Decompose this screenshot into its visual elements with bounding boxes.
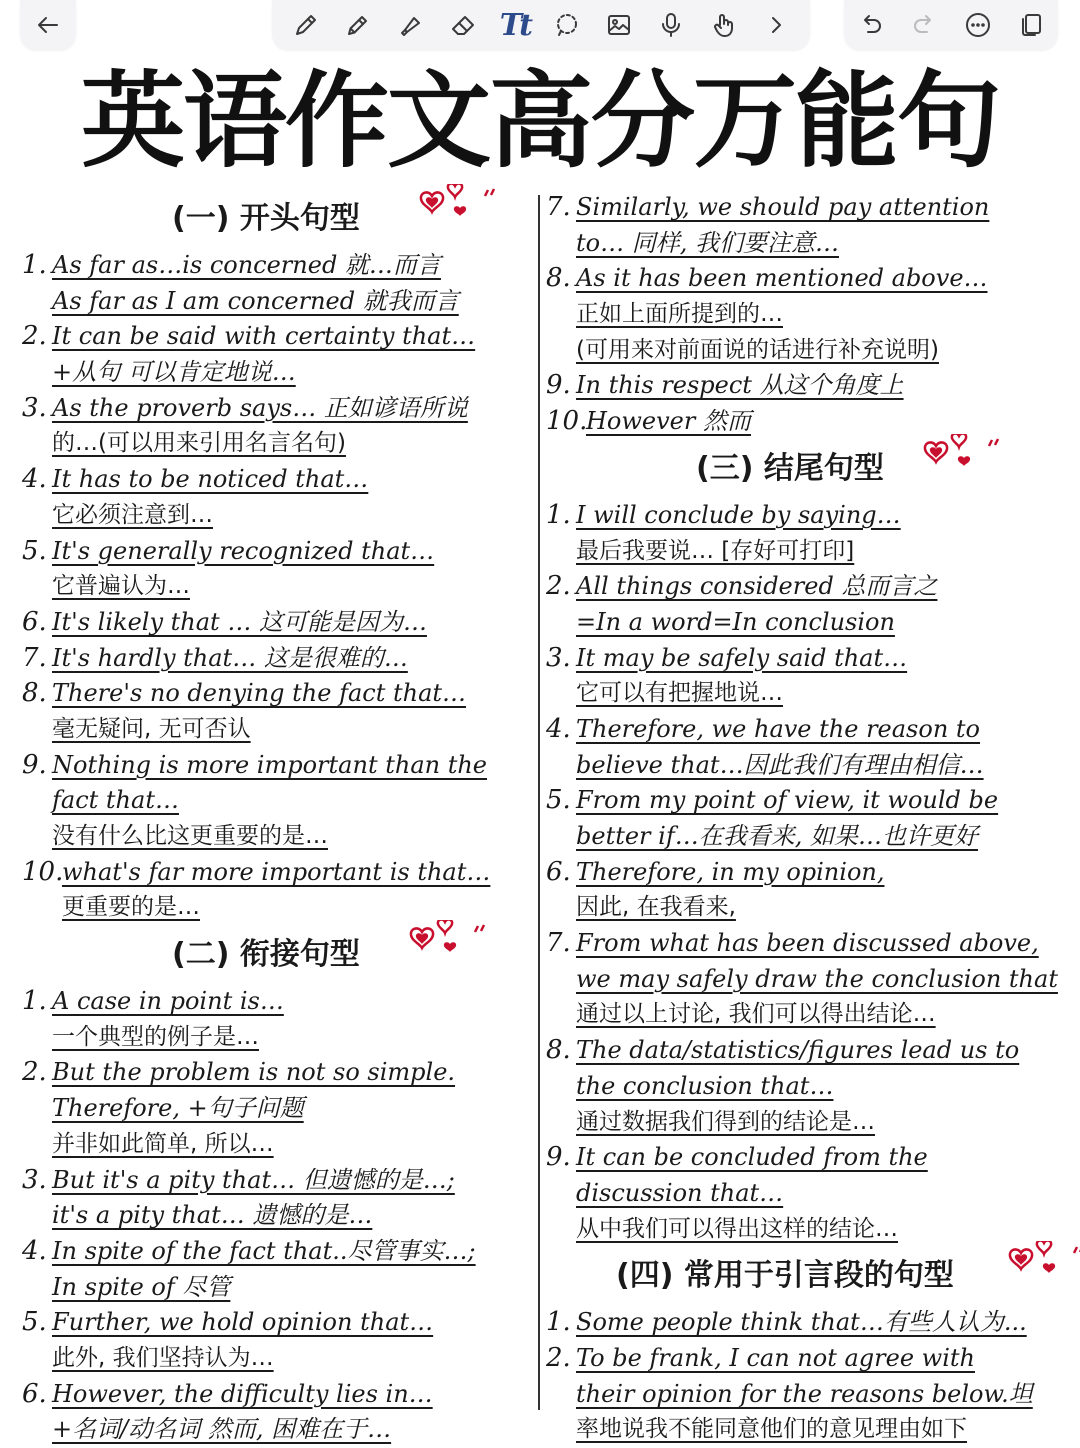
- item-line: But it's a pity that… 但遗憾的是…;: [52, 1165, 455, 1194]
- item-line: In this respect 从这个角度上: [576, 371, 904, 400]
- column-divider: [538, 195, 540, 1410]
- item-line: A case in point is…: [52, 987, 284, 1016]
- hearts-doodle-icon: [402, 920, 492, 970]
- item-number: 4.: [22, 1235, 47, 1266]
- item-number: 6.: [546, 856, 571, 887]
- item-number: 2.: [22, 1057, 47, 1088]
- pencil-icon[interactable]: [341, 8, 375, 42]
- right-column: [546, 190, 1066, 1448]
- item-number: 7.: [546, 928, 571, 959]
- list-item: [22, 1234, 527, 1305]
- item-lines: [576, 1305, 1066, 1341]
- item-lines: [52, 984, 527, 1055]
- hearts-doodle-icon: [916, 434, 1006, 484]
- item-lines: [52, 748, 527, 855]
- item-line: There's no denying the fact that…: [52, 679, 467, 708]
- item-line: From what has been discussed above,: [576, 929, 1039, 958]
- item-lines: [576, 498, 1066, 569]
- back-arrow-icon[interactable]: [31, 8, 65, 42]
- list-item: [22, 248, 527, 319]
- list-item: [22, 984, 527, 1055]
- section-heading-text: (四) 常用于引言段的句型: [616, 1258, 954, 1294]
- item-number: 9.: [22, 749, 47, 780]
- item-line: 通过数据我们得到的结论是…: [576, 1108, 875, 1135]
- page-title: 英语作文高分万能句: [80, 60, 999, 182]
- item-line: It can be concluded from the: [576, 1143, 928, 1172]
- item-line: 的…(可以用来引用名言名句): [52, 430, 346, 457]
- item-number: 4.: [22, 464, 47, 495]
- item-line: better if…在我看来, 如果…也许更好: [576, 822, 978, 850]
- item-line: it's a pity that… 遗憾的是…: [52, 1201, 373, 1230]
- item-number: 8.: [546, 1035, 571, 1066]
- section-heading: [22, 926, 527, 984]
- item-number: 2.: [546, 571, 571, 602]
- pen-icon[interactable]: [289, 8, 323, 42]
- list-item: [22, 462, 527, 533]
- item-lines: [52, 462, 527, 533]
- list-item: [546, 855, 1066, 926]
- list-item: [546, 1033, 1066, 1140]
- item-number: 1.: [22, 986, 47, 1017]
- item-lines: [52, 1377, 527, 1448]
- item-line: 并非如此简单, 所以…: [52, 1130, 274, 1157]
- item-lines: [576, 261, 1066, 368]
- item-number: 3.: [546, 642, 571, 673]
- item-lines: [576, 190, 1066, 261]
- more-icon[interactable]: [961, 8, 995, 42]
- item-number: 4.: [546, 713, 571, 744]
- item-line: fact that…: [52, 786, 179, 815]
- list-item: [22, 855, 527, 926]
- list-item: [546, 1305, 1066, 1341]
- list-item: [546, 712, 1066, 783]
- item-line: 此外, 我们坚持认为…: [52, 1344, 274, 1371]
- item-lines: [52, 1163, 527, 1234]
- item-number: 1.: [546, 1307, 571, 1338]
- item-line: To be frank, I can not agree with: [576, 1343, 975, 1372]
- item-number: 5.: [546, 785, 571, 816]
- item-number: 10.: [22, 856, 64, 887]
- item-line: Therefore, in my opinion,: [576, 857, 885, 886]
- item-number: 6.: [22, 606, 47, 637]
- list-item: [546, 569, 1066, 640]
- item-line: 一个典型的例子是…: [52, 1023, 259, 1050]
- list-item: [22, 748, 527, 855]
- item-line: discussion that…: [576, 1178, 784, 1207]
- section-heading: [546, 440, 1066, 498]
- item-line: The data/statistics/figures lead us to: [576, 1036, 1020, 1065]
- item-line: It's likely that … 这可能是因为…: [52, 607, 427, 636]
- section-heading-text: (二) 衔接句型: [172, 937, 360, 973]
- item-line: 从中我们可以得出这样的结论…: [576, 1215, 898, 1242]
- list-item: [546, 641, 1066, 712]
- item-lines: [52, 319, 527, 390]
- toolbar-tools-group: [272, 0, 810, 50]
- item-number: 8.: [22, 678, 47, 709]
- item-line: =In a word=In conclusion: [576, 607, 895, 636]
- item-line: +名词/动名词 然而, 困难在于…: [52, 1415, 392, 1444]
- list-item: [546, 1341, 1066, 1448]
- item-line: what's far more important is that…: [62, 857, 491, 886]
- item-lines: [576, 855, 1066, 926]
- list-item: [546, 1140, 1066, 1247]
- item-lines: [576, 641, 1066, 712]
- list-item: [546, 261, 1066, 368]
- left-column: [22, 190, 527, 1448]
- toolbar-back-group: [20, 0, 76, 50]
- item-lines: [576, 569, 1066, 640]
- item-line: Further, we hold opinion that…: [52, 1308, 434, 1337]
- list-item: [546, 498, 1066, 569]
- item-line: Therefore, we have the reason to: [576, 714, 981, 743]
- item-line: Some people think that…有些人认为...: [576, 1308, 1027, 1337]
- item-line: to… 同样, 我们要注意…: [576, 228, 839, 257]
- item-line: However, the difficulty lies in…: [52, 1379, 433, 1408]
- item-line: Nothing is more important than the: [52, 750, 488, 779]
- item-line: In spite of 尽管: [52, 1272, 231, 1301]
- list-item: [546, 783, 1066, 854]
- toolbar-right-group: [844, 0, 1058, 50]
- item-line: As far as I am concerned 就我而言: [52, 286, 459, 315]
- item-line: (可用来对前面说的话进行补充说明): [576, 336, 939, 363]
- item-line: 更重要的是…: [62, 894, 200, 921]
- item-lines: [52, 676, 527, 747]
- item-number: 10.: [546, 406, 588, 437]
- item-line: However 然而: [586, 407, 751, 436]
- list-item: [22, 534, 527, 605]
- highlighter-icon[interactable]: [393, 8, 427, 42]
- hearts-doodle-icon: [412, 184, 502, 234]
- eraser-icon[interactable]: [446, 8, 480, 42]
- list-item: [22, 319, 527, 390]
- item-line: 毫无疑问, 无可否认: [52, 715, 251, 742]
- item-lines: [576, 1140, 1066, 1247]
- item-line: their opinion for the reasons below.坦: [576, 1379, 1033, 1408]
- list-item: [22, 641, 527, 677]
- item-number: 7.: [22, 642, 47, 673]
- item-line: we may safely draw the conclusion that: [576, 964, 1058, 993]
- section-heading: [22, 190, 527, 248]
- redo-icon[interactable]: [907, 8, 941, 42]
- item-line: 它可以有把握地说…: [576, 680, 783, 707]
- item-lines: [52, 1055, 527, 1162]
- item-number: 8.: [546, 263, 571, 294]
- section-heading: [546, 1247, 1066, 1305]
- item-line: Therefore, +句子问题: [52, 1094, 304, 1123]
- item-line: As far as…is concerned 就…而言: [52, 251, 441, 279]
- item-line: the conclusion that…: [576, 1071, 834, 1100]
- item-lines: [52, 641, 527, 677]
- list-item: [22, 1305, 527, 1376]
- item-lines: [52, 391, 527, 462]
- list-item: [22, 605, 527, 641]
- item-line: Similarly, we should pay attention: [576, 193, 990, 221]
- item-line: It's generally recognized that…: [52, 536, 435, 565]
- pages-icon[interactable]: [1014, 8, 1048, 42]
- item-lines: [576, 1341, 1066, 1448]
- item-number: 2.: [22, 321, 47, 352]
- list-item: [22, 391, 527, 462]
- item-line: From my point of view, it would be: [576, 786, 999, 815]
- item-line: In spite of the fact that..尽管事实…;: [52, 1236, 476, 1265]
- section-heading-text: (一) 开头句型: [172, 201, 360, 236]
- item-line: 它普遍认为…: [52, 573, 190, 600]
- item-number: 1.: [546, 499, 571, 530]
- item-lines: [52, 1305, 527, 1376]
- item-number: 5.: [22, 1307, 47, 1338]
- item-line: I will conclude by saying…: [576, 500, 901, 529]
- item-line: believe that…因此我们有理由相信…: [576, 750, 984, 779]
- item-line: 正如上面所提到的…: [576, 301, 783, 328]
- undo-icon[interactable]: [854, 8, 888, 42]
- chevron-right-icon[interactable]: [759, 8, 793, 42]
- item-line: It's hardly that… 这是很难的…: [52, 643, 408, 672]
- section-heading-text: (三) 结尾句型: [696, 450, 884, 486]
- item-line: +从句 可以肯定地说…: [52, 358, 296, 387]
- list-item: [22, 1377, 527, 1448]
- item-line: It has to be noticed that…: [52, 465, 369, 494]
- image-icon[interactable]: [602, 8, 636, 42]
- item-lines: [576, 1033, 1066, 1140]
- item-line: It can be said with certainty that…: [52, 322, 476, 351]
- item-line: 它必须注意到…: [52, 501, 213, 528]
- item-number: 9.: [546, 1142, 571, 1173]
- list-item: [546, 368, 1066, 404]
- list-item: [22, 1055, 527, 1162]
- item-lines: [576, 712, 1066, 783]
- item-lines: [576, 783, 1066, 854]
- item-number: 9.: [546, 370, 571, 401]
- list-item: [546, 190, 1066, 261]
- hearts-doodle-icon: [1001, 1241, 1080, 1291]
- item-line: But the problem is not so simple.: [52, 1058, 456, 1087]
- item-lines: [52, 248, 527, 319]
- item-line: As the proverb says… 正如谚语所说: [52, 393, 468, 422]
- item-number: 7.: [546, 192, 571, 222]
- lasso-icon[interactable]: [550, 8, 584, 42]
- item-line: All things considered 总而言之: [576, 572, 938, 601]
- item-line: 因此, 在我看来,: [576, 894, 736, 921]
- list-item: [22, 1163, 527, 1234]
- item-lines: [52, 1234, 527, 1305]
- item-number: 3.: [22, 1164, 47, 1195]
- item-line: 最后我要说… [存好可打印]: [576, 537, 855, 564]
- item-number: 5.: [22, 535, 47, 566]
- item-number: 2.: [546, 1342, 571, 1373]
- touch-hand-icon[interactable]: [707, 8, 741, 42]
- item-lines: [52, 605, 527, 641]
- item-line: 率地说我不能同意他们的意见理由如下: [576, 1416, 967, 1443]
- item-number: 1.: [22, 250, 47, 280]
- list-item: [22, 676, 527, 747]
- item-line: 通过以上讨论, 我们可以得出结论…: [576, 1001, 936, 1028]
- item-number: 3.: [22, 392, 47, 423]
- item-number: 6.: [22, 1378, 47, 1409]
- item-lines: [52, 534, 527, 605]
- item-lines: [576, 926, 1066, 1033]
- list-item: [546, 926, 1066, 1033]
- item-line: 没有什么比这更重要的是…: [52, 823, 328, 849]
- microphone-icon[interactable]: [654, 8, 688, 42]
- text-tool-icon[interactable]: Tt: [499, 7, 530, 43]
- item-lines: [62, 855, 527, 926]
- item-line: It may be safely said that…: [576, 643, 908, 672]
- item-line: As it has been mentioned above…: [576, 264, 988, 293]
- item-lines: [576, 368, 1066, 404]
